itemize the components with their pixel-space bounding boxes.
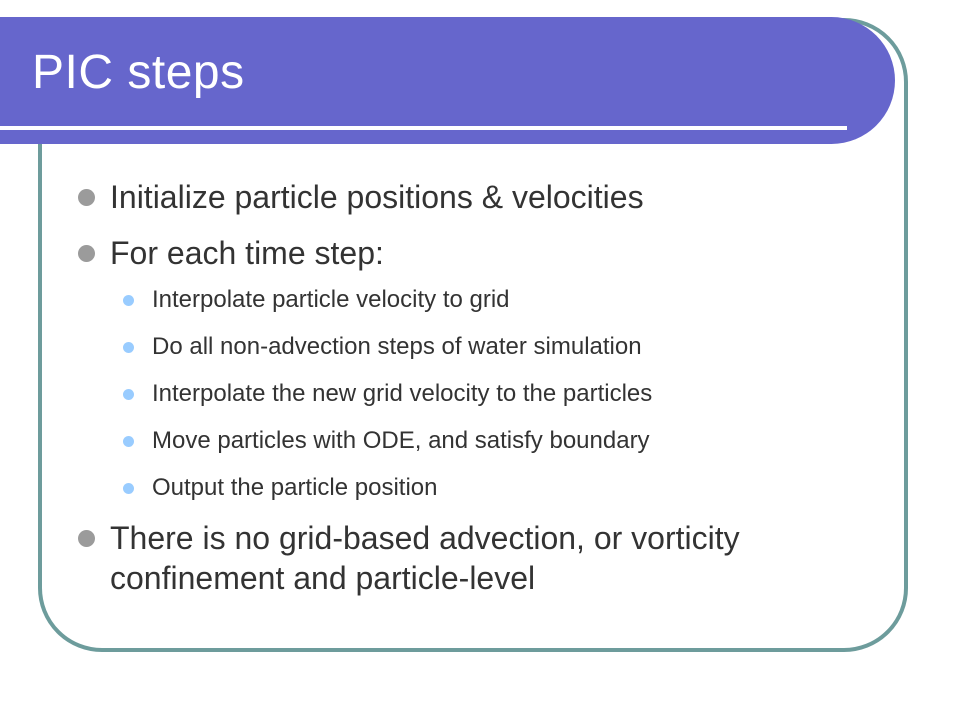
sub-bullet-dot-icon [123, 342, 134, 353]
sub-bullet-dot-icon [123, 483, 134, 494]
bullet-item: Initialize particle positions & velocities [110, 179, 644, 215]
sub-bullet-dot-icon [123, 436, 134, 447]
sub-bullet-item: Move particles with ODE, and satisfy boundary [152, 427, 650, 454]
sub-bullet-item: Interpolate particle velocity to grid [152, 286, 510, 313]
sub-bullet-dot-icon [123, 389, 134, 400]
bullet-item: There is no grid-based advection, or vorticity confinement and particle-level [110, 520, 740, 596]
sub-bullet-item: Do all non-advection steps of water simulation [152, 333, 642, 360]
bullet-dot-icon [78, 245, 95, 262]
sub-bullet-dot-icon [123, 295, 134, 306]
sub-bullet-item: Output the particle position [152, 474, 438, 501]
bullet-item: For each time step: [110, 235, 384, 271]
sub-bullet-item: Interpolate the new grid velocity to the particles [152, 380, 653, 407]
bullet-dot-icon [78, 189, 95, 206]
slide-title: PIC steps [32, 46, 245, 99]
bullet-dot-icon [78, 530, 95, 547]
